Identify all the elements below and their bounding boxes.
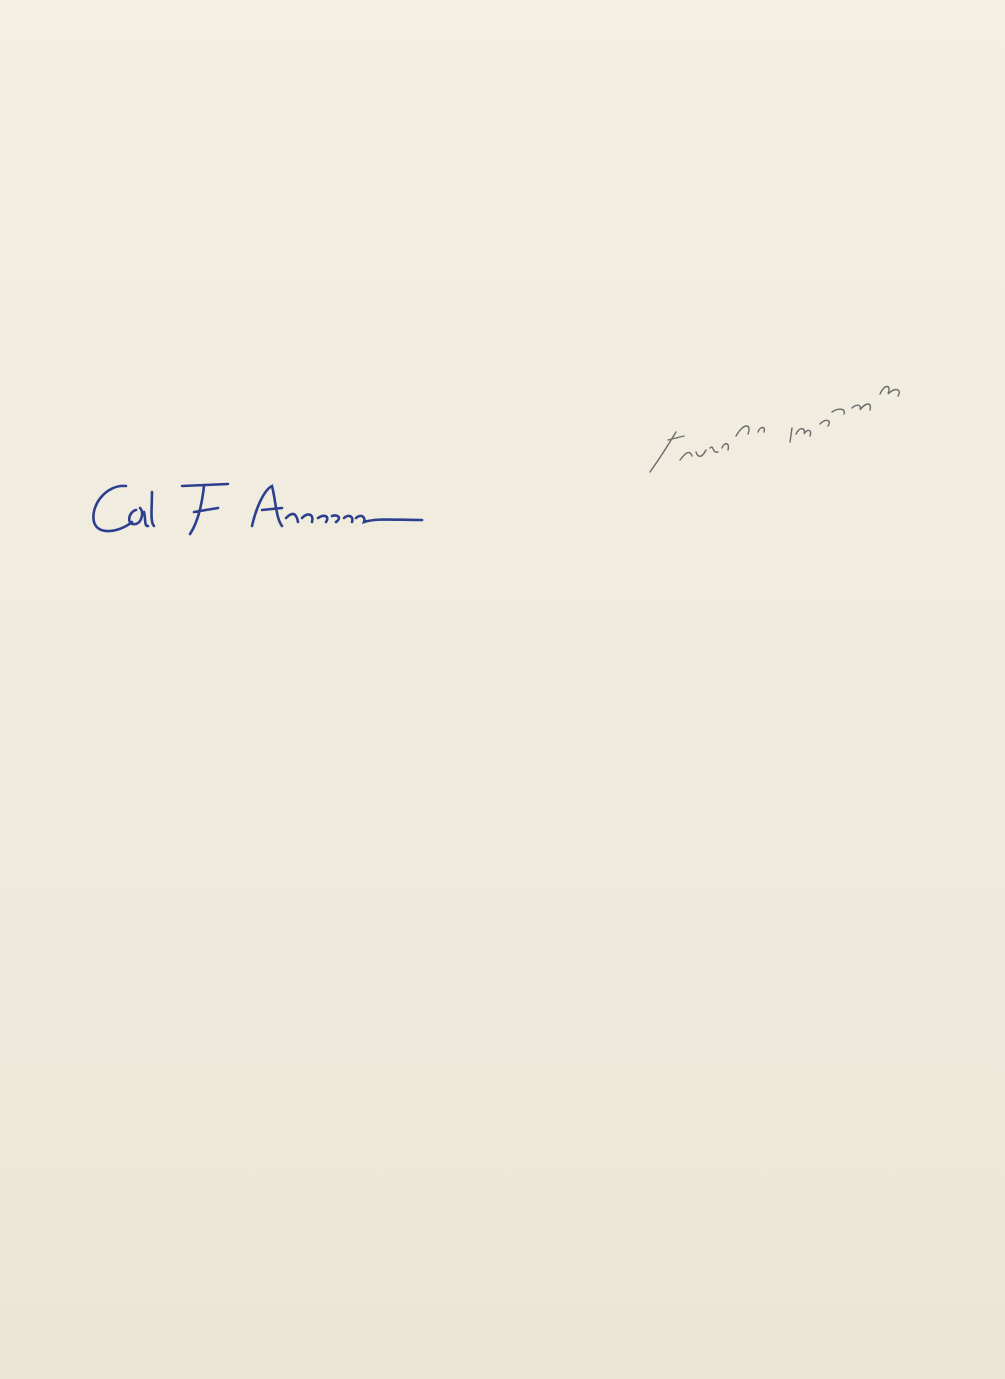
signature: [86, 478, 426, 548]
handwritten-margin-note: [640, 372, 910, 492]
